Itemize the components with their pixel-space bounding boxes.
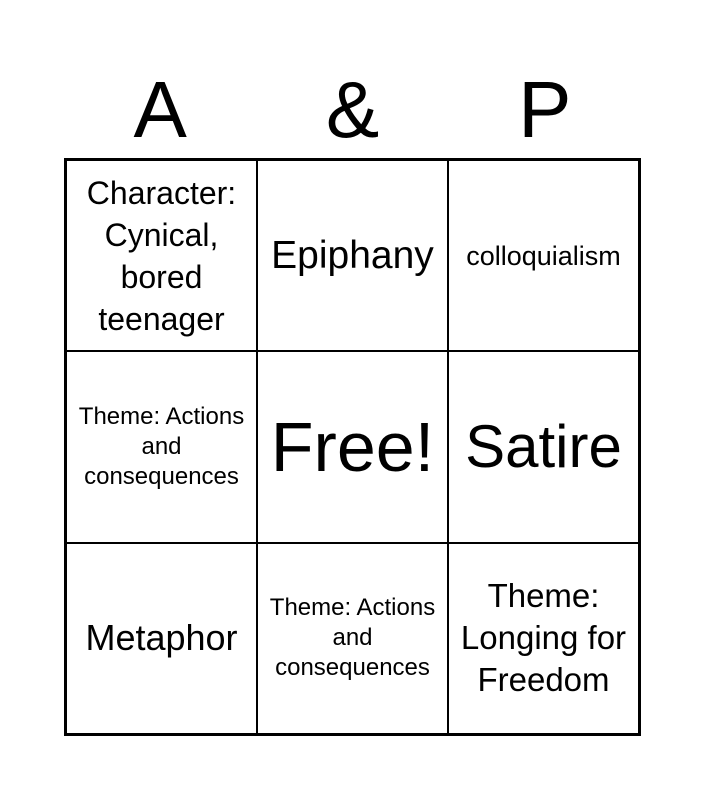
bingo-cell-7[interactable] [66,543,257,734]
cell-text: Theme: Longing for Freedom [460,577,627,699]
bingo-cell-2[interactable] [257,160,448,351]
header-letter-2: & [325,65,380,154]
card-header [64,62,641,158]
bingo-cell-free[interactable] [257,351,448,542]
bingo-cell-3[interactable] [448,160,639,351]
cell-text: Theme: Actions and consequences [78,402,245,490]
cell-text: Character: Cynical, bored teenager [86,174,237,337]
cell-text: colloquialism [466,240,621,271]
bingo-cell-8[interactable] [257,543,448,734]
cell-text: Metaphor [85,617,238,659]
cell-text: Free! [270,407,435,486]
header-letter-3: P [518,65,572,154]
bingo-cell-6[interactable] [448,351,639,542]
cell-text: Theme: Actions and consequences [269,594,436,682]
bingo-cell-4[interactable] [66,351,257,542]
bingo-cell-1[interactable] [66,160,257,351]
bingo-grid [64,158,641,736]
bingo-cell-9[interactable] [448,543,639,734]
header-letter-1: A [133,65,187,154]
cell-text: Satire [465,412,622,480]
cell-text: Epiphany [271,233,434,277]
